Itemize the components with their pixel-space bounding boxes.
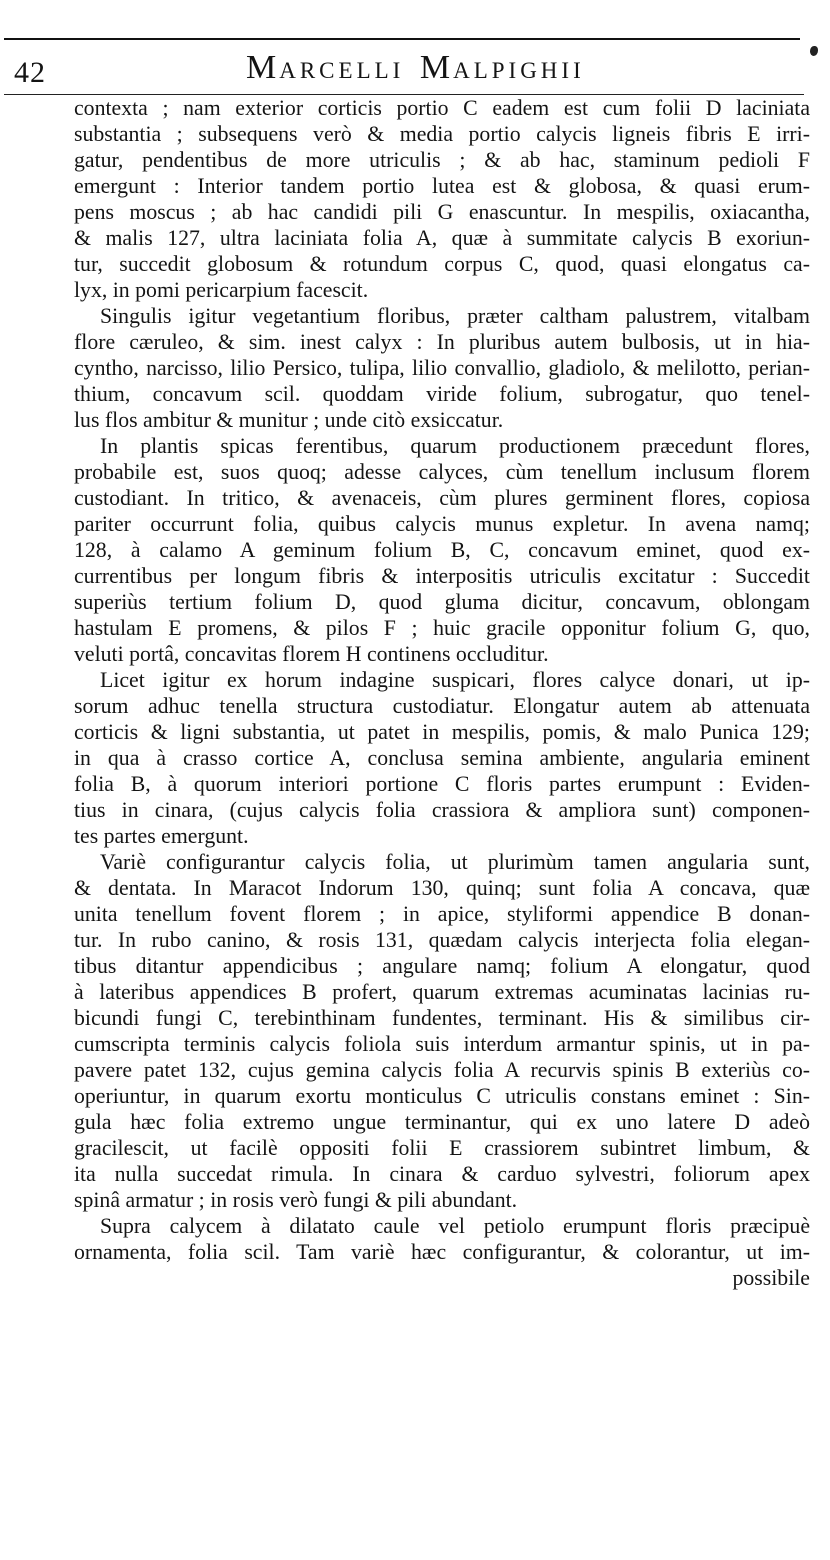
text-line: Licet igitur ex horum indagine suspicari, flores calyce donari, ut ip- xyxy=(100,668,810,692)
text-line: pens moscus ; ab hac candidi pili G enascuntur. In mespilis, oxiacantha, xyxy=(74,200,810,224)
text-line: bicundi fungi C, terebinthinam fundentes, terminant. His & similibus cir- xyxy=(74,1006,810,1030)
text-line: thium, concavum scil. quoddam viride folium, subrogatur, quo tenel- xyxy=(74,382,810,406)
text-line: veluti portâ, concavitas florem H continens occluditur. xyxy=(74,642,549,666)
text-line: Variè configurantur calycis folia, ut plurimùm tamen angularia sunt, xyxy=(100,850,810,874)
body-text xyxy=(74,95,810,1291)
text-line: 128, à calamo A geminum folium B, C, concavum eminet, quod ex- xyxy=(74,538,810,562)
ink-blot xyxy=(810,46,818,56)
text-line: hastulam E promens, & pilos F ; huic gracile opponitur folium G, quo, xyxy=(74,616,810,640)
text-line: lyx, in pomi pericarpium facescit. xyxy=(74,278,369,302)
text-line: folia B, à quorum interiori portione C floris partes erumpunt : Eviden- xyxy=(74,772,810,796)
text-line: tius in cinara, (cujus calycis folia crassiora & ampliora sunt) componen- xyxy=(74,798,810,822)
text-line: corticis & ligni substantia, ut patet in mespilis, pomis, & malo Punica 129; xyxy=(74,720,810,744)
text-line: & dentata. In Maracot Indorum 130, quinq; sunt folia A concava, quæ xyxy=(74,876,810,900)
text-line: in qua à crasso cortice A, conclusa semina ambiente, angularia eminent xyxy=(74,746,810,770)
text-line: flore cæruleo, & sim. inest calyx : In pluribus autem bulbosis, ut in hia- xyxy=(74,330,810,354)
text-line: Supra calycem à dilatato caule vel petiolo erumpunt floris præcipuè xyxy=(100,1214,810,1238)
page-number: 42 xyxy=(14,56,46,89)
text-line: probabile est, suos quoq; adesse calyces, cùm tenellum inclusum florem xyxy=(74,460,810,484)
text-line: custodiant. In tritico, & avenaceis, cùm plures germinent flores, copiosa xyxy=(74,486,810,510)
text-line: gatur, pendentibus de more utriculis ; & ab hac, staminum pedioli F xyxy=(74,148,810,172)
text-line: tur. In rubo canino, & rosis 131, quædam calycis interjecta folia elegan- xyxy=(74,928,810,952)
top-rule xyxy=(4,38,800,40)
text-line: In plantis spicas ferentibus, quarum productionem præcedunt flores, xyxy=(100,434,810,458)
text-line: cumscripta terminis calycis foliola suis interdum armantur spinis, ut in pa- xyxy=(74,1032,810,1056)
text-line: cyntho, narcisso, lilio Persico, tulipa, lilio convallio, gladiolo, & melilotto, perian- xyxy=(74,356,810,380)
text-line: contexta ; nam exterior corticis portio C eadem est cum folii D laciniata xyxy=(74,96,810,120)
text-line: tibus ditantur appendicibus ; angulare namq; folium A elongatur, quod xyxy=(74,954,810,978)
text-line: spinâ armatur ; in rosis verò fungi & pili abundant. xyxy=(74,1188,518,1212)
text-line: superiùs tertium folium D, quod gluma dicitur, concavum, oblongam xyxy=(74,590,810,614)
text-line: ita nulla succedat rimula. In cinara & carduo sylvestri, foliorum apex xyxy=(74,1162,810,1186)
text-line: unita tenellum fovent florem ; in apice, styliformi appendice B donan- xyxy=(74,902,810,926)
text-line: lus flos ambitur & munitur ; unde citò exsiccatur. xyxy=(74,408,504,432)
running-head: MARCELLI MALPIGHII xyxy=(246,49,585,86)
text-line: sorum adhuc tenella structura custodiatur. Elongatur autem ab attenuata xyxy=(74,694,810,718)
text-line: à lateribus appendices B profert, quarum extremas acuminatas lacinias ru- xyxy=(74,980,810,1004)
text-line: substantia ; subsequens verò & media portio calycis ligneis fibris E irri- xyxy=(74,122,810,146)
text-line: gula hæc folia extremo ungue terminantur, qui ex uno latere D adeò xyxy=(74,1110,810,1134)
text-line: tur, succedit globosum & rotundum corpus C, quod, quasi elongatus ca- xyxy=(74,252,810,276)
text-line: emergunt : Interior tandem portio lutea est & globosa, & quasi erum- xyxy=(74,174,810,198)
text-line: pavere patet 132, cujus gemina calycis folia A recurvis spinis B exteriùs co- xyxy=(74,1058,810,1082)
text-line: ornamenta, folia scil. Tam variè hæc configurantur, & colorantur, ut im- xyxy=(74,1240,810,1264)
text-line: & malis 127, ultra laciniata folia A, quæ à summitate calycis B exoriun- xyxy=(74,226,810,250)
text-line: tes partes emergunt. xyxy=(74,824,249,848)
text-line: operiuntur, in quarum exortu monticulus C utriculis constans eminet : Sin- xyxy=(74,1084,810,1108)
text-line: gracilescit, ut facilè oppositi folii E crassiorem subintret limbum, & xyxy=(74,1136,810,1160)
catchword: possibile xyxy=(732,1266,810,1290)
text-line: currentibus per longum fibris & interpositis utriculis excitatur : Succedit xyxy=(74,564,810,588)
text-line: pariter occurrunt folia, quibus calycis munus expletur. In avena namq; xyxy=(74,512,810,536)
text-line: Singulis igitur vegetantium floribus, præter caltham palustrem, vitalbam xyxy=(100,304,810,328)
